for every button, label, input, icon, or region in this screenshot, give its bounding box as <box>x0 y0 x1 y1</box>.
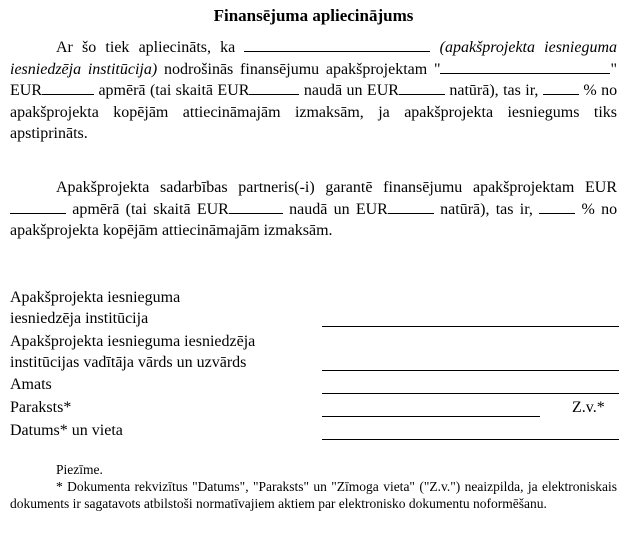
note-block <box>10 461 617 512</box>
applicant-institution-line[interactable] <box>322 326 619 327</box>
percent-blank[interactable] <box>543 80 579 95</box>
head-name-line[interactable] <box>322 370 619 371</box>
cash-amount-blank[interactable] <box>249 80 299 95</box>
head-name-label <box>10 331 255 373</box>
paragraph-partner-financing <box>10 177 617 242</box>
in-kind-amount-blank[interactable] <box>399 80 445 95</box>
date-place-line[interactable] <box>322 439 619 440</box>
note-text: * Dokumenta rekvizītus "Datums", "Paraksts" un "Zīmoga vieta" ("Z.v.") neaizpilda, ja elektroniskais dokuments ir sagatavots atbilstoši normatīvajiem aktiem par elektronisko dokumentu noformēšanu. <box>10 479 617 511</box>
paragraph-applicant-financing <box>10 37 617 145</box>
para1-text-6: naudā un EUR <box>303 82 399 99</box>
document-title: Finansējuma apliecinājums <box>213 6 414 25</box>
para2-text-2: apmērā (tai skaitā EUR <box>72 200 229 218</box>
para2-text-3: naudā un EUR <box>289 200 388 218</box>
note-heading: Piezīme. <box>56 462 103 477</box>
date-place-label: Datums* un vieta <box>10 422 123 439</box>
applicant-label-line-1: Apakšprojekta iesnieguma <box>10 289 181 306</box>
para1-text-4: " EUR <box>10 60 618 99</box>
para1-text-2: (apakšprojekta iesnieguma iesniedzēja institūcija) <box>10 39 618 78</box>
head-label-line-1: Apakšprojekta iesnieguma iesniedzēja <box>10 333 256 350</box>
partner-amount-blank[interactable] <box>10 199 66 214</box>
para1-text-8: % no apakšprojekta kopējām attiecināmajām izmaksām, ja apakšprojekta iesniegums tiks apstiprināts. <box>10 82 618 142</box>
position-label: Amats <box>10 376 52 393</box>
head-label-line-2: institūcijas vadītāja vārds un uzvārds <box>10 354 247 371</box>
signature-label: Paraksts* <box>10 399 72 416</box>
applicant-label-line-2: iesniedzēja institūcija <box>10 310 149 327</box>
para1-text-1: Ar šo tiek apliecināts, ka <box>56 39 236 56</box>
partner-percent-blank[interactable] <box>539 199 575 214</box>
para2-text-4: natūrā), tas ir, <box>440 200 533 218</box>
amount-blank[interactable] <box>42 80 94 95</box>
para2-text-1: Apakšprojekta sadarbības partneris(-i) garantē finansējumu apakšprojektam EUR <box>56 179 617 196</box>
para1-text-7: natūrā), tas ir, <box>449 82 539 99</box>
seal-label: Z.v.* <box>572 399 605 416</box>
para2-text-5: % no apakšprojekta kopējām attiecināmajām izmaksām. <box>10 200 618 239</box>
institution-blank[interactable] <box>244 37 430 52</box>
signature-line[interactable] <box>322 416 540 417</box>
subproject-name-blank[interactable] <box>440 59 610 74</box>
para1-text-3: nodrošinās finansējumu apakšprojektam " <box>163 60 441 78</box>
para1-text-5: apmērā (tai skaitā EUR <box>98 82 250 99</box>
partner-in-kind-amount-blank[interactable] <box>388 199 434 214</box>
partner-cash-amount-blank[interactable] <box>229 199 283 214</box>
applicant-institution-label <box>10 287 180 329</box>
position-line[interactable] <box>322 393 619 394</box>
